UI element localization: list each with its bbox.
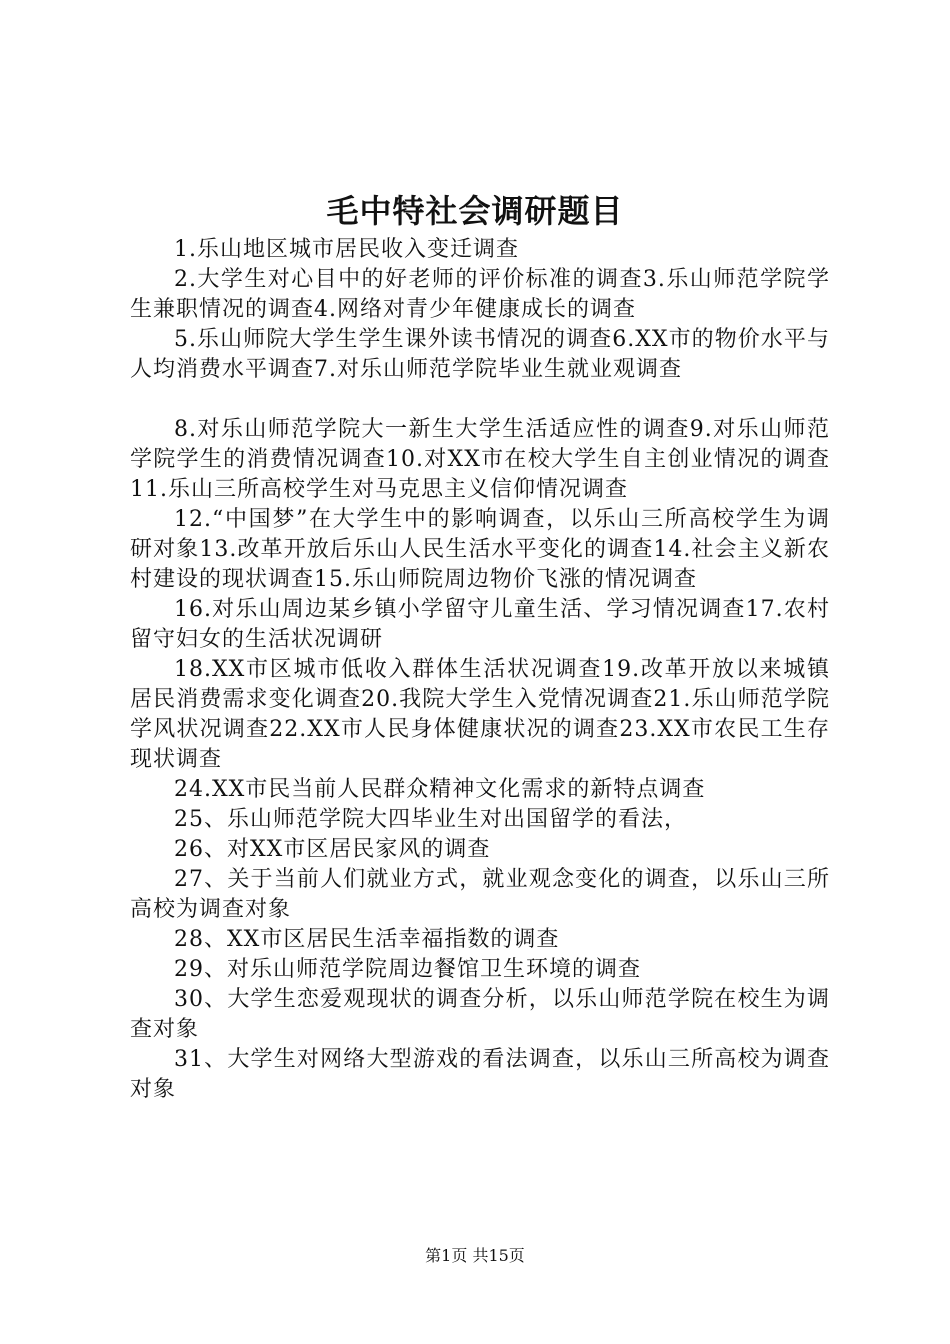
paragraph: 18.XX市区城市低收入群体生活状况调查19.改革开放以来城镇居民消费需求变化调查20.我院大学生入党情况调查21.乐山师范学院学风状况调查22.XX市人民身体健康状况的调查23.XX市农民工生存现状调查 — [130, 657, 830, 772]
paragraph: 5.乐山师院大学生学生课外读书情况的调查6.XX市的物价水平与人均消费水平调查7.对乐山师范学院毕业生就业观调查 — [130, 327, 830, 382]
paragraph: 31、大学生对网络大型游戏的看法调查，以乐山三所高校为调查对象 — [130, 1047, 830, 1102]
paragraph: 12.“中国梦”在大学生中的影响调查，以乐山三所高校学生为调研对象13.改革开放后乐山人民生活水平变化的调查14.社会主义新农村建设的现状调查15.乐山师院周边物价飞涨的情况调查 — [130, 507, 830, 592]
paragraph: 2.大学生对心目中的好老师的评价标准的调查3.乐山师范学院学生兼职情况的调查4.网络对青少年健康成长的调查 — [130, 267, 830, 322]
paragraph: 24.XX市民当前人民群众精神文化需求的新特点调查 — [174, 777, 706, 802]
paragraph: 26、对XX市区居民家风的调查 — [174, 837, 491, 862]
paragraph: 16.对乐山周边某乡镇小学留守儿童生活、学习情况调查17.农村留守妇女的生活状况调研 — [130, 597, 830, 652]
paragraph: 8.对乐山师范学院大一新生大学生活适应性的调查9.对乐山师范学院学生的消费情况调查10.对XX市在校大学生自主创业情况的调查11.乐山三所高校学生对马克思主义信仰情况调查 — [130, 417, 830, 502]
paragraph: 25、乐山师范学院大四毕业生对出国留学的看法， — [174, 807, 687, 832]
document-body — [130, 235, 830, 1105]
paragraph: 28、XX市区居民生活幸福指数的调查 — [174, 927, 560, 952]
paragraph: 29、对乐山师范学院周边餐馆卫生环境的调查 — [174, 957, 641, 982]
page-number-footer: 第1页 共15页 — [425, 1246, 525, 1265]
paragraph: 30、大学生恋爱观现状的调查分析，以乐山师范学院在校生为调查对象 — [130, 987, 830, 1042]
document-title: 毛中特社会调研题目 — [326, 192, 624, 230]
paragraph: 27、关于当前人们就业方式，就业观念变化的调查，以乐山三所高校为调查对象 — [130, 867, 830, 922]
paragraph: 1.乐山地区城市居民收入变迁调查 — [174, 237, 519, 262]
